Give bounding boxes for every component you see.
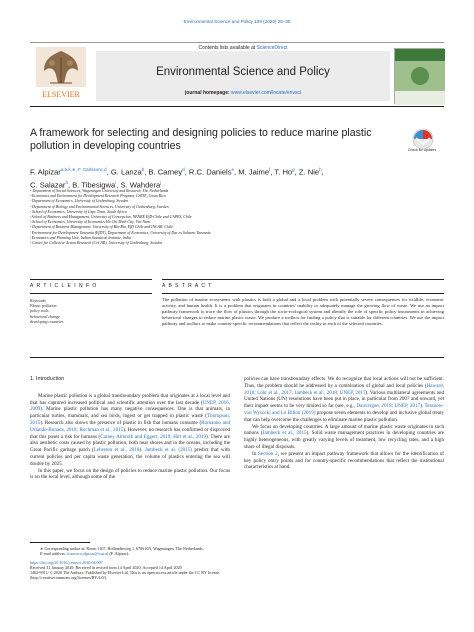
license-text: 1462-9011/ © 2020 The Authors. Published by Elsevier Ltd. This is an open access article under the CC BY license (30, 570, 220, 576)
body-text: We focus on developing countries. A large amount of marine plastic waste originates in such nations ( (244, 423, 444, 437)
corresponding-author-note: ∗ Corresponding author at: Room 1107, Hollandseweg 1, 6706 KN, Wageningen, The Netherlands. (40, 546, 204, 551)
citation-link[interactable]: Lebreton et al., 2018 (93, 447, 140, 454)
author-name[interactable]: , M. Jaime (234, 167, 270, 177)
body-text: ). Solid waste management practices in developing countries are highly heterogeneous, with greatly varying levels of treatment, low recycling rates, and a high share of illegal disposals. (244, 430, 444, 450)
affiliation-item: ᵉ School of Economics, University of Cape Town, South Africa (30, 209, 127, 214)
citation-link[interactable]: Thompson, 2015 (30, 413, 230, 426)
abstract-bottom-rule (30, 357, 444, 358)
citation-link[interactable]: Jambeck et al. (2015) (144, 447, 192, 454)
author-sup: e (231, 167, 235, 172)
affiliation-item: ᶜ Department of Economics, University of Gothenburg, Sweden (30, 199, 129, 204)
citation-link[interactable]: Romanno and Orlando-Bonaca, 2018; Rochman et al., 2015 (30, 419, 231, 433)
author-sup: b (141, 167, 145, 172)
keyword-item: developing countries (30, 318, 64, 324)
elsevier-wordmark: ELSEVIER (42, 90, 80, 99)
affiliation-item: ᶠ School of Business and Management, University of Concepcion, NENRE EfD-Chile and CAPES, Chile (30, 215, 192, 220)
body-paragraph (244, 376, 444, 424)
author-sup: g (292, 167, 295, 172)
author-sup: a,b,k,∗, F. Carlsson (60, 167, 101, 172)
body-paragraph (30, 393, 230, 468)
abstract-mid-rule (162, 293, 444, 294)
body-paragraph (244, 424, 444, 451)
body-text: ). Various multilateral agreements and United Nations (UN) resolutions have been put in place, in particular from 2007 and onward, yet their impact seems to be very limited so far (see, e.g., (244, 389, 444, 410)
homepage-prefix: journal homepage: (184, 90, 232, 96)
journal-title: Environmental Science and Policy (156, 66, 330, 78)
article-title: A framework for selecting and designing policies to reduce marine plastic pollution in developing countries (30, 127, 372, 152)
abstract-text: The pollution of marine ecosystems with plastics is both a global and a local problem with potentially severe consequences for wildlife, economic activity, and human health. It is a problem that originates in countries' inability to adequately manage the growing flow of waste. We use an impact pathway framework to trace the flow of plastics through the socio-ecological system and identify the role of specific policy instruments in achieving behavioral changes to reduce marine plastic waste. We produce a toolbox for finding a policy that is suitable for different countries. We use the impact pathway and toolbox to make country-specific recommendations that reflect the reality in each of the selected countries. (162, 297, 444, 327)
affiliation-item: ᵈ Department of Biology and Environmental Sciences, University of Gothenburg, Sweden (30, 204, 169, 209)
author-name[interactable]: F. Alpizar (30, 167, 61, 177)
body-text: ). (420, 403, 425, 410)
section-heading-introduction: 1. Introduction (30, 376, 65, 382)
body-text: , we present an impact pathway framework that allows for the identification of key policy entry points and for country-specific recommendations that reflect the institutional characteristics at hand. (244, 450, 444, 471)
body-text: policies can have transboundary effects. We do recognize that local actions will not be sufficient. Thus, the problem should be addressed by a combination of global and local policies ( (244, 376, 444, 389)
author-name[interactable]: , Z. Nie (294, 167, 320, 177)
homepage-line (96, 90, 390, 96)
citation-link[interactable]: Carney Almroth and Eggert, 2019; Hirt et al., 2019 (100, 433, 206, 440)
author-sup: f (269, 167, 271, 172)
homepage-link[interactable]: www.elsevier.com/locate/envsci (231, 90, 302, 96)
body-text: ). There are also aesthetic costs caused by plastic pollution, both near shores and in the oceans, including the Great Pacific garbage patch ( (30, 433, 230, 454)
section-link[interactable]: Section 2 (258, 450, 278, 457)
body-paragraph (244, 451, 444, 471)
citation-link[interactable]: Haward, 2018; Löhr et al., 2017; Jambeck et al., 2018; UNEP, 2017 (244, 382, 444, 396)
keywords-block (30, 298, 150, 324)
contents-prefix: Contents lists available at (198, 45, 257, 51)
contents-line (96, 45, 390, 51)
body-text: Marine plastic pollution is a global transboundary problem that originates at a local level and that has captured increased political and scientific attention over the last decade ( (30, 392, 230, 406)
article-info-top-rule (30, 279, 152, 280)
sciencedirect-link[interactable]: ScienceDirect (256, 45, 288, 51)
author-name[interactable]: C. Salazar (30, 180, 66, 190)
author-sup: h (65, 180, 68, 186)
email-label: E-mail address: (40, 551, 68, 557)
elsevier-logo (30, 45, 92, 101)
footnotes (30, 546, 444, 581)
affiliation-item: ⁱ Environment for Development Tanzania (EfDT), Department of Economics, University of Dar es Salaam, Tanzania (30, 230, 211, 235)
citation-link[interactable]: Dauvergne, 2018; UNEP, 2017 (356, 403, 421, 410)
affiliation-item: ᵃ Department of Social Sciences, Wageningen University and Research, The Netherlands (30, 189, 169, 193)
footnote-rule (30, 542, 90, 543)
author-name[interactable]: , G. Lanza (106, 167, 142, 177)
body-text: ). Research also shows the presence of plastic in fish that humans consume ( (40, 419, 202, 426)
affiliation-item: ᵍ School of Economics, University of Economics Ho Chi Minh City, Viet Nam (30, 220, 150, 225)
author-sup: h (319, 167, 322, 172)
citation-link[interactable]: Tessnow-von Wysocki and Le Billon (2019) (244, 403, 444, 416)
author-sup: d (182, 167, 185, 172)
abstract-heading: A B S T R A C T (162, 283, 213, 289)
author-name[interactable]: , S. Wahdera (116, 180, 161, 190)
citation-link[interactable]: UNEP, 2016, 2009 (30, 399, 230, 413)
body-text: In (252, 450, 259, 457)
keyword-item: policy tools (30, 308, 49, 314)
keyword-item: behavioral change (30, 313, 60, 319)
doi-link[interactable]: https://doi.org/10.1016/j.envsci.2020.04.007 (30, 559, 103, 565)
author-sup: i (115, 180, 117, 186)
author-name[interactable]: , B. Carney (144, 167, 183, 177)
author-name[interactable]: , T. Ho (270, 167, 293, 177)
received-dates: Received 31 January 2020; Received in revised form 14 April 2020; Accepted 14 April 2020 (30, 564, 182, 570)
crossmark-label: Check for updates (407, 148, 437, 152)
body-text: ). Marine plastic pollution has many negative consequences. One is that animals, in particular turtles, mammals, and sea birds, ingest or get trapped in plastic waste ( (30, 406, 230, 420)
affiliation-item: ʲ Economics and Planning Unit, Indian Statistical Institute, India (30, 235, 132, 240)
author-list (30, 165, 444, 191)
header-rule (30, 106, 444, 107)
running-head: Environmental Science and Policy 109 (2020) 25–35 (183, 19, 291, 24)
email-line (30, 551, 444, 556)
email-link[interactable]: francisco.alpizar@wur.nl (67, 551, 109, 557)
abstract-top-rule (162, 279, 444, 280)
article-info-mid-rule (30, 293, 152, 294)
affiliation-item: ᵏ Center for Collective Action Research (CeCAR), University of Gothenburg, Sweden (30, 241, 163, 246)
body-text: predict that with current policies and per capita waste generation, the volume of plastics entering the sea will double by 2025. (30, 447, 230, 467)
author-sup: c,d (100, 167, 107, 172)
header-top-rule (30, 42, 444, 43)
email-suffix: (F. Alpizar). (108, 551, 130, 557)
license-url[interactable]: (http://creativecommons.org/licenses/BY/4.0/). (30, 575, 108, 581)
affiliation-list (30, 189, 444, 246)
body-column-right (244, 376, 444, 471)
keywords-heading: Keywords (30, 298, 46, 303)
author-separator: , (321, 167, 324, 177)
body-column-left (30, 376, 230, 481)
affiliation-item: ʰ Department of Business Management, University of Bío-Bío, EfD Chile and INCAR, Chile (30, 225, 173, 230)
journal-cover-image (394, 48, 444, 104)
author-name[interactable]: , R.C. Daniels (184, 167, 232, 177)
body-text: propose seven elements to develop and inclusive global treaty that can help overcome the challenges to eliminate marine plastic pollution. (244, 409, 444, 423)
citation-link[interactable]: Jambeck et al., 2015 (262, 430, 307, 437)
keyword-item: Plastic pollution (30, 303, 57, 309)
author-sup: j (160, 180, 162, 186)
article-info-heading: A R T I C L E I N F O (30, 283, 98, 289)
affiliation-item: ᵇ Economics and Environment for Development Research Program, CATIE, Costa Rica (30, 194, 166, 199)
body-text: ). (139, 447, 145, 454)
author-name[interactable]: , B. Tibesigwa (67, 180, 116, 190)
body-paragraph: In this paper, we focus on the design of policies to reduce marine plastic pollution. Our focus is on the local level, although some of the (30, 467, 230, 481)
body-text: ). However, no research has confirmed or disproved that this poses a risk for humans ( (30, 426, 230, 440)
